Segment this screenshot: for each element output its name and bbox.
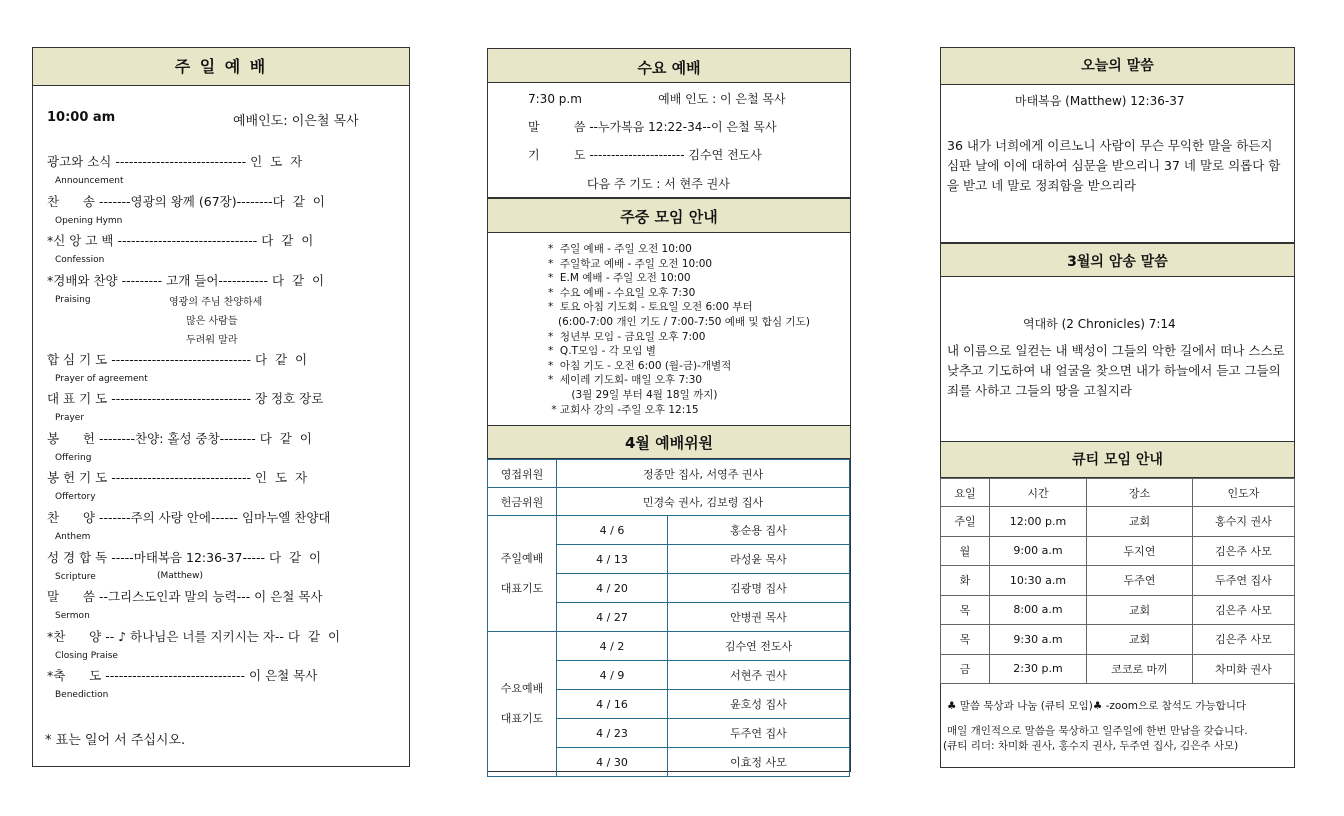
weekly-meeting-item: (6:00-7:00 개인 기도 / 7:00-7:50 예배 및 합심 기도) [548, 316, 810, 328]
todays-word-text: 36 내가 너희에게 이르노니 사람이 무슨 무익한 말을 하든지 심판 날에 이에 대하여 심문을 받으리니 37 네 말로 의롭다 함을 받고 네 말로 정죄함을 받으리라 [947, 138, 1281, 193]
weekly-meeting-item: * 주일 예배 - 주일 오전 10:00 [548, 243, 692, 255]
order-item-english: Sermon [55, 611, 90, 621]
wed-prayer-label [488, 632, 557, 777]
qt-cell: 화 [941, 566, 990, 596]
order-item-title: *축 도 ------------------------------- 이 은철 목사 [47, 668, 318, 683]
order-item-english: Closing Praise [55, 651, 118, 661]
april-committee-table [487, 459, 850, 777]
qt-cell: 12:00 p.m [990, 507, 1087, 537]
qt-cell: 코코로 마끼 [1087, 654, 1193, 684]
sunday-label-line-1: 주일예배 [500, 551, 544, 565]
prayer-date: 4 / 2 [557, 632, 668, 661]
weekly-meeting-item: * 교회사 강의 -주일 오후 12:15 [548, 403, 699, 416]
weekly-meetings-title: 주중 모임 안내 [488, 199, 850, 233]
todays-word-reference: 마태복음 (Matthew) 12:36-37 [1015, 94, 1185, 108]
order-item-english: Scripture [55, 572, 96, 582]
wed-label-line-2: 대표기도 [500, 712, 544, 725]
praising-song-1: 영광의 주님 찬양하세 [169, 297, 263, 308]
prayer-leader: 서현주 권사 [668, 661, 850, 690]
order-item-english: Prayer of agreement [55, 374, 148, 384]
prayer-date: 4 / 20 [557, 574, 668, 603]
prayer-date: 4 / 13 [557, 545, 668, 574]
wednesday-line-3: 기 도 ---------------------- 김수연 전도사 [528, 148, 762, 162]
prayer-leader: 안병권 목사 [668, 603, 850, 632]
order-item-title: 봉 헌 기 도 ------------------------------- 인 도 자 [47, 470, 308, 485]
greeters-names: 정종만 집사, 서영주 권사 [557, 460, 850, 488]
prayer-leader: 두주연 집사 [668, 719, 850, 748]
wednesday-line-2: 말 씀 --누가복음 12:22-34--이 은철 목사 [528, 120, 777, 134]
wednesday-title: 수요 예배 [488, 49, 850, 83]
april-committee-panel [487, 425, 851, 772]
prayer-date: 4 / 9 [557, 661, 668, 690]
order-item-english: Confession [55, 255, 105, 265]
qt-note-weekly: 매일 개인적으로 말씀을 묵상하고 일주일에 한번 만남을 갖습니다. [947, 725, 1248, 737]
qt-meetings-title: 큐티 모임 안내 [941, 442, 1294, 478]
prayer-date: 4 / 16 [557, 690, 668, 719]
qt-cell: 9:30 a.m [990, 625, 1087, 655]
todays-word-panel [940, 47, 1295, 243]
prayer-date: 4 / 30 [557, 748, 668, 777]
qt-cell: 월 [941, 536, 990, 566]
qt-row [941, 654, 1295, 684]
qt-cell: 목 [941, 625, 990, 655]
order-item-english: Anthem [55, 532, 91, 542]
order-item-english: Opening Hymn [55, 216, 123, 226]
order-item-title: 말 씀 --그리스도인과 말의 능력--- 이 은철 목사 [47, 589, 323, 604]
scripture-english: (Matthew) [157, 571, 203, 581]
qt-header-day: 요일 [941, 479, 990, 507]
qt-cell: 2:30 p.m [990, 654, 1087, 684]
sunday-label-line-2: 대표기도 [500, 581, 544, 595]
praising-song-3: 두려워 말라 [186, 335, 238, 346]
wednesday-line-4: 다음 주 기도 : 서 현주 권사 [587, 177, 730, 191]
qt-row [941, 507, 1295, 537]
sunday-footer-note: * 표는 일어 서 주십시오. [45, 733, 186, 748]
order-item-title: *신 앙 고 백 ------------------------------- 다 같 이 [47, 233, 314, 248]
weekly-meeting-item: * Q.T모임 - 각 모임 별 [548, 345, 656, 358]
qt-header-leader: 인도자 [1193, 479, 1295, 507]
prayer-date: 4 / 23 [557, 719, 668, 748]
qt-cell: 교회 [1087, 507, 1193, 537]
order-item-title: *경배와 찬양 --------- 고개 들어----------- 다 같 이 [47, 273, 325, 288]
qt-header-time: 시간 [990, 479, 1087, 507]
weekly-meeting-item: * 수요 예배 - 수요일 오후 7:30 [548, 286, 696, 299]
order-item-title: 찬 송 -------영광의 왕께 (67장)--------다 같 이 [47, 194, 325, 209]
sunday-leader: 예배인도: 이은철 목사 [233, 114, 359, 129]
prayer-leader: 이효정 사모 [668, 748, 850, 777]
weekly-meeting-item: * 토요 아침 기도회 - 토요일 오전 6:00 부터 [548, 301, 753, 314]
april-committee-title: 4월 예배위원 [488, 426, 850, 459]
weekly-meetings-panel [487, 198, 851, 427]
wed-label-line-1: 수요예배 [500, 682, 544, 695]
weekly-meeting-item: * 청년부 모임 - 금요일 오후 7:00 [548, 330, 706, 343]
qt-row [941, 625, 1295, 655]
qt-schedule-table [940, 478, 1295, 684]
sunday-worship-title: 주 일 예 배 [33, 48, 409, 86]
sunday-worship-panel [32, 47, 410, 767]
qt-meetings-panel [940, 441, 1295, 768]
qt-cell: 금 [941, 654, 990, 684]
qt-row [941, 566, 1295, 596]
weekly-meeting-item: * 주일학교 예배 - 주일 오전 10:00 [548, 257, 713, 270]
weekly-meeting-item: (3월 29일 부터 4월 18일 까지) [548, 389, 718, 401]
wednesday-worship-panel [487, 48, 851, 198]
qt-cell: 10:30 a.m [990, 566, 1087, 596]
order-item-english: Benediction [55, 690, 109, 700]
todays-word-title: 오늘의 말씀 [941, 48, 1294, 85]
qt-cell: 주일 [941, 507, 990, 537]
qt-cell: 홍수지 권사 [1193, 507, 1295, 537]
order-item-title: 대 표 기 도 ------------------------------- 장 정호 장로 [47, 391, 324, 406]
order-item-title: 합 심 기 도 ------------------------------- 다 같 이 [47, 352, 308, 367]
qt-schedule-rows [941, 507, 1295, 684]
wednesday-line-1: 7:30 p.m 예배 인도 : 이 은철 목사 [528, 92, 786, 106]
order-item-english: Offertory [55, 492, 96, 502]
qt-row [941, 595, 1295, 625]
order-item-english: Prayer [55, 413, 85, 423]
prayer-leader: 홍순용 집사 [668, 516, 850, 545]
qt-cell: 교회 [1087, 595, 1193, 625]
memory-verse-title: 3월의 암송 말씀 [941, 244, 1294, 277]
prayer-leader: 윤호성 집사 [668, 690, 850, 719]
qt-cell: 김은주 사모 [1193, 625, 1295, 655]
order-item-title: 성 경 합 독 -----마태복음 12:36-37----- 다 같 이 [47, 550, 322, 565]
order-item-title: 찬 양 -------주의 사랑 안에------ 임마누엘 찬양대 [47, 510, 331, 525]
qt-note-leaders: (큐티 리더: 차미화 권사, 홍수지 권사, 두주연 집사, 김은주 사모) [943, 740, 1239, 752]
order-item-title: 광고와 소식 ----------------------------- 인 도 자 [47, 154, 303, 169]
memory-verse-panel [940, 243, 1295, 443]
prayer-date: 4 / 6 [557, 516, 668, 545]
qt-row [941, 536, 1295, 566]
sunday-prayer-label [488, 516, 557, 632]
qt-cell: 8:00 a.m [990, 595, 1087, 625]
qt-cell: 9:00 a.m [990, 536, 1087, 566]
qt-cell: 차미화 권사 [1193, 654, 1295, 684]
order-item-english: Offering [55, 453, 92, 463]
qt-cell: 교회 [1087, 625, 1193, 655]
order-item-title: 봉 헌 --------찬양: 홀성 중창-------- 다 같 이 [47, 431, 312, 446]
qt-cell: 두주연 집사 [1193, 566, 1295, 596]
order-item-english: Praising [55, 295, 91, 305]
prayer-leader: 김광명 집사 [668, 574, 850, 603]
offering-label: 헌금위원 [488, 488, 557, 516]
weekly-meeting-item: * E.M 예배 - 주일 오전 10:00 [548, 272, 691, 285]
greeters-label: 영접위원 [488, 460, 557, 488]
order-item-english: Announcement [55, 176, 124, 186]
prayer-leader: 김수연 전도사 [668, 632, 850, 661]
wednesday-prayer-rows [488, 632, 850, 777]
memory-verse-reference: 역대하 (2 Chronicles) 7:14 [1023, 317, 1176, 331]
qt-cell: 두주연 [1087, 566, 1193, 596]
praising-song-2: 많은 사람들 [186, 316, 238, 327]
qt-header-place: 장소 [1087, 479, 1193, 507]
prayer-leader: 라성윤 목사 [668, 545, 850, 574]
order-item-title: *찬 양 -- ♪ 하나님은 너를 지키시는 자-- 다 같 이 [47, 629, 341, 644]
qt-cell: 김은주 사모 [1193, 536, 1295, 566]
sunday-time: 10:00 am [47, 110, 116, 125]
weekly-meeting-item: * 아침 기도 - 오전 6:00 (월-금)-개별적 [548, 359, 732, 372]
qt-cell: 두지연 [1087, 536, 1193, 566]
memory-verse-text: 내 이름으로 일컫는 내 백성이 그들의 악한 길에서 떠나 스스로 낮추고 기도하여 내 얼굴을 찾으면 내가 하늘에서 듣고 그들의 죄를 사하고 그들의 땅을 고칠지라 [947, 343, 1285, 398]
qt-cell: 목 [941, 595, 990, 625]
weekly-meeting-item: * 세이레 기도회- 매일 오후 7:30 [548, 374, 703, 387]
qt-cell: 김은주 사모 [1193, 595, 1295, 625]
offering-names: 민경숙 권사, 김보령 집사 [557, 488, 850, 516]
prayer-date: 4 / 27 [557, 603, 668, 632]
sunday-prayer-rows [488, 516, 850, 632]
qt-note-zoom: ♣ 말씀 묵상과 나눔 (큐티 모임)♣ -zoom으로 참석도 가능합니다 [947, 700, 1247, 712]
